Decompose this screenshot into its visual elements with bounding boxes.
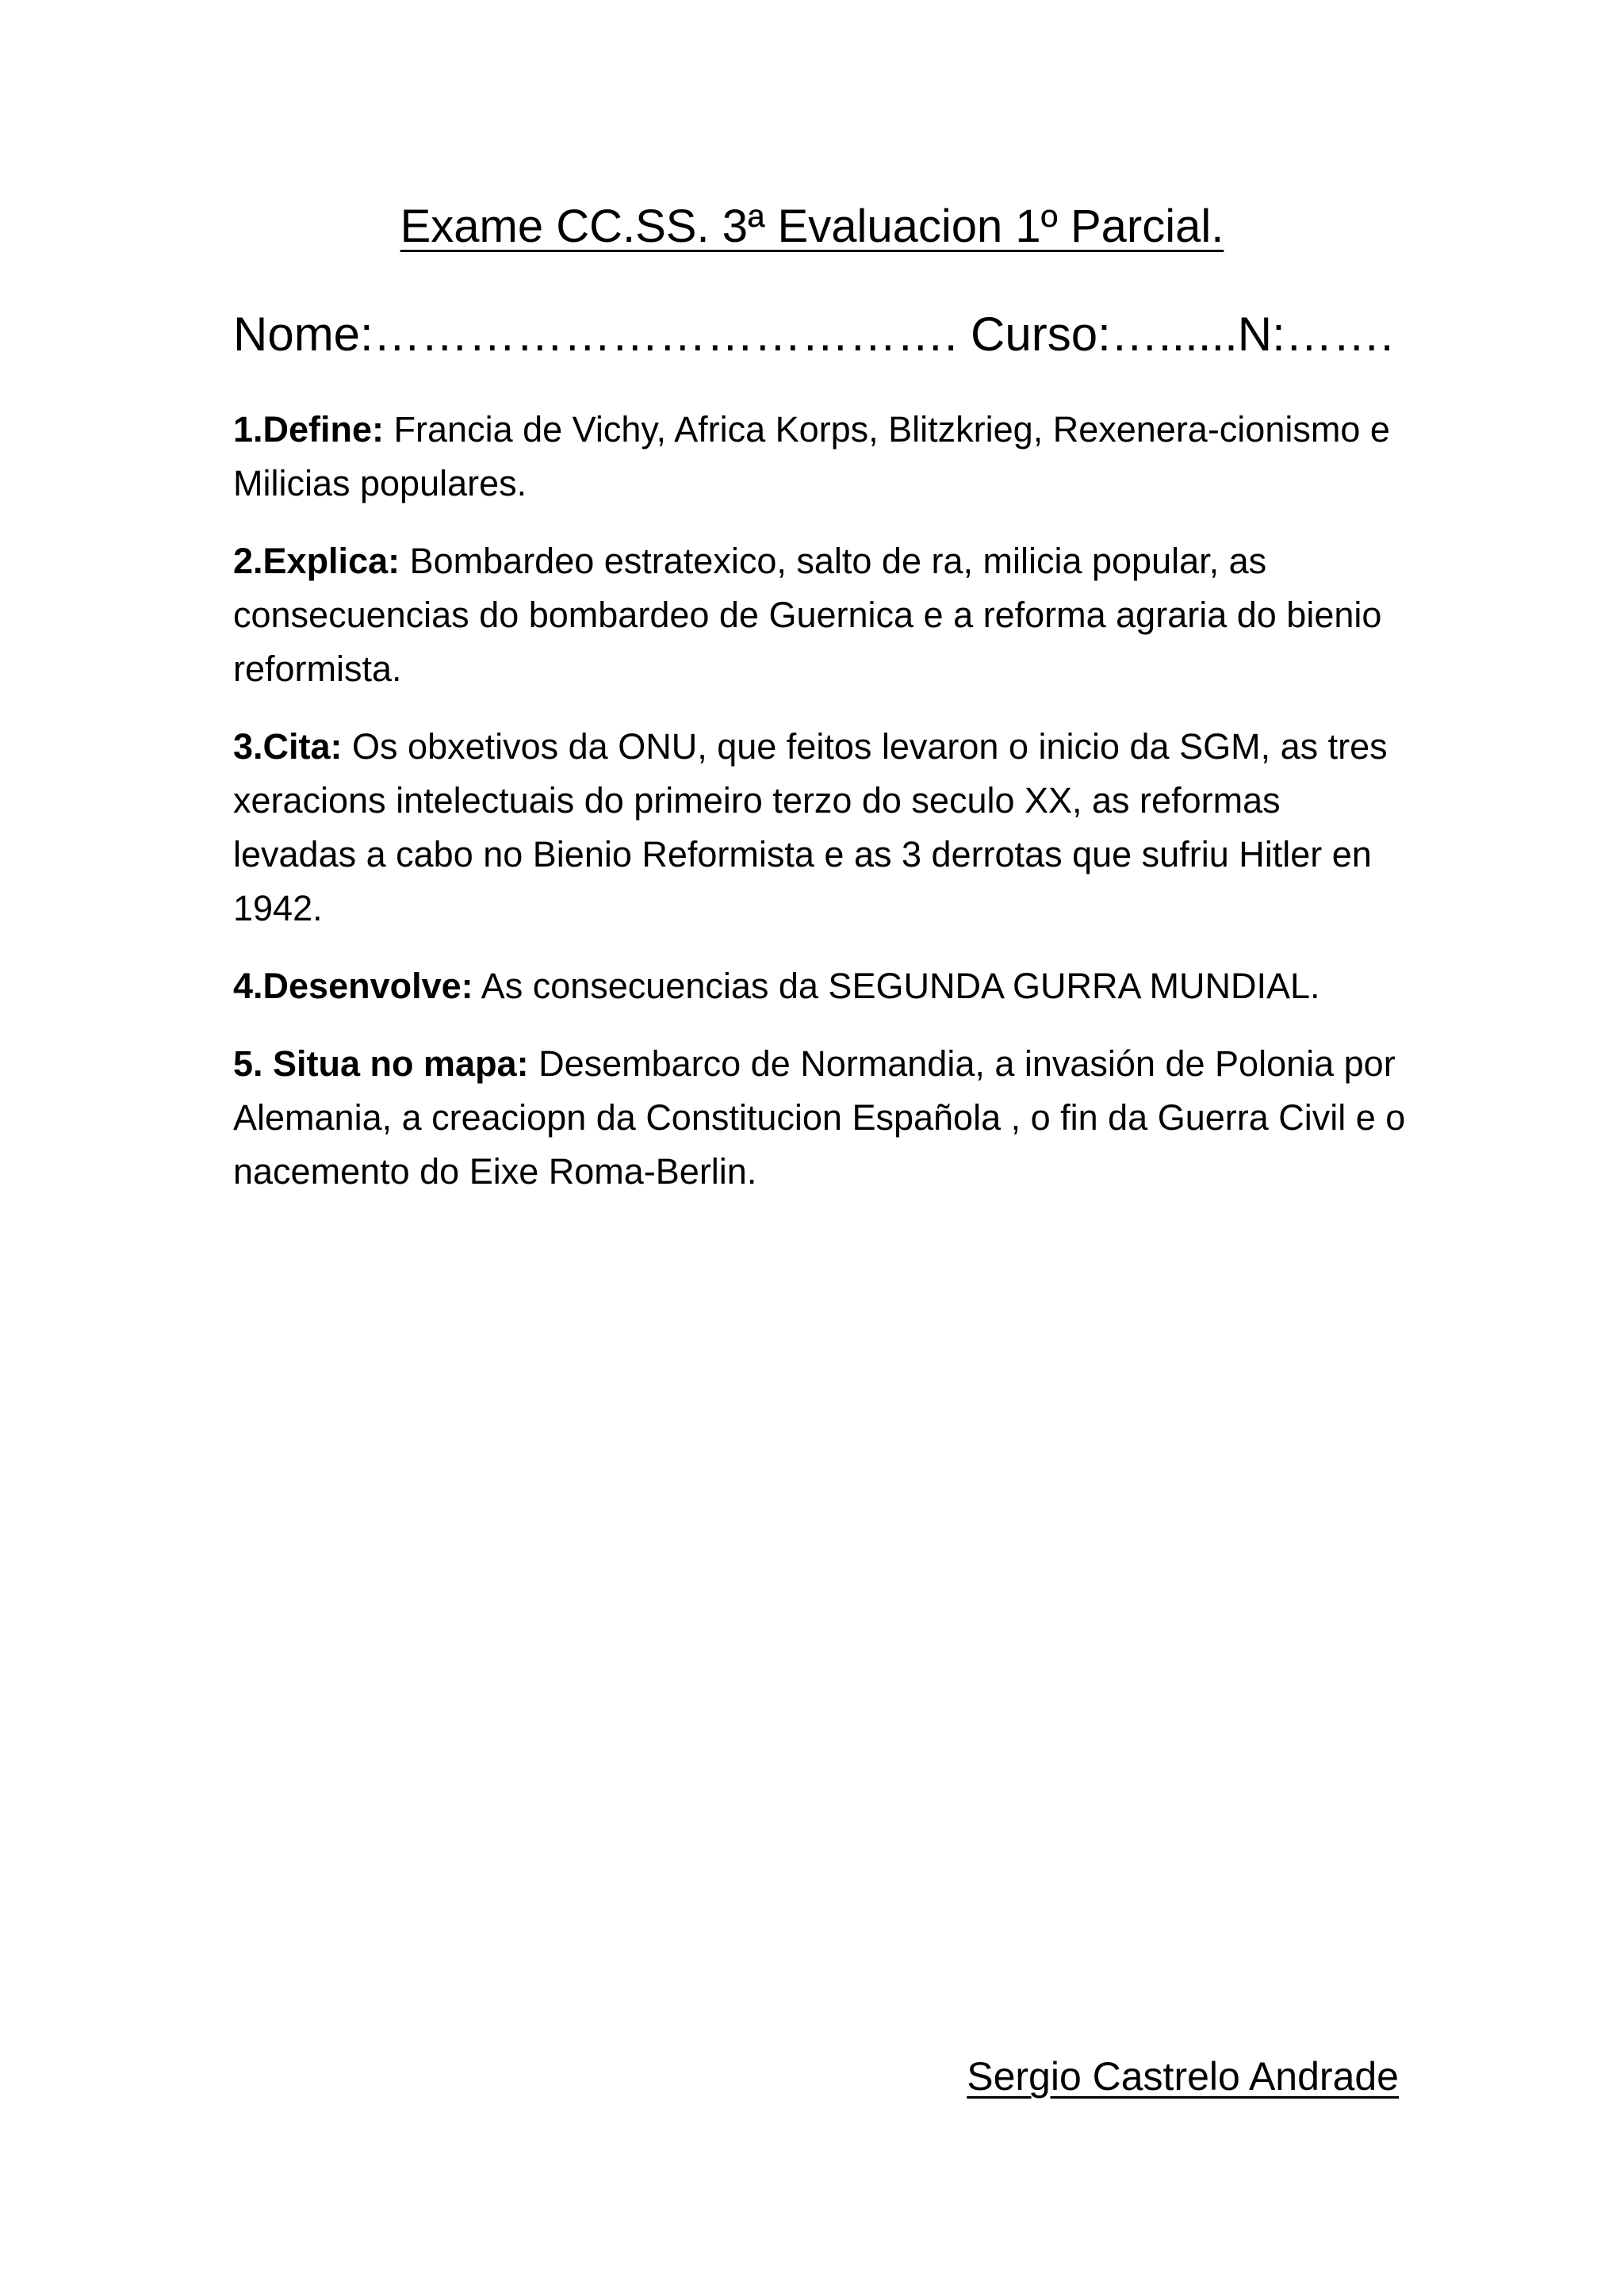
student-info-line: Nome:………………………………. Curso:…......N:……. bbox=[233, 308, 1394, 361]
author-signature: Sergio Castrelo Andrade bbox=[967, 2054, 1399, 2099]
question-5-text: Desembarco de Normandia, a invasión de Polonia por Alemania, a creaciopn da Constitucion Española , o fin da Guerra Civil e o nacemento do Eixe Roma-Berlin. bbox=[233, 1043, 1406, 1192]
question-2-label: 2.Explica: bbox=[233, 541, 400, 581]
question-3-label: 3.Cita: bbox=[233, 726, 343, 767]
question-2 bbox=[233, 534, 1407, 696]
question-5-label: 5. Situa no mapa: bbox=[233, 1043, 529, 1084]
question-4 bbox=[233, 959, 1407, 1013]
question-5 bbox=[233, 1037, 1407, 1199]
question-1-text: Francia de Vichy, Africa Korps, Blitzkrieg, Rexenera-cionismo e Milicias populares. bbox=[233, 409, 1390, 503]
question-1-label: 1.Define: bbox=[233, 409, 385, 450]
exam-title bbox=[0, 195, 1624, 258]
question-3 bbox=[233, 720, 1407, 936]
exam-title-text: Exame CC.SS. 3ª Evaluacion 1º Parcial. bbox=[400, 201, 1224, 252]
question-list bbox=[233, 403, 1407, 1223]
question-4-text: As consecuencias da SEGUNDA GURRA MUNDIAL. bbox=[473, 966, 1320, 1006]
question-2-text: Bombardeo estratexico, salto de ra, milicia popular, as consecuencias do bombardeo de Guernica e a reforma agraria do bienio reformista. bbox=[233, 541, 1382, 689]
question-4-label: 4.Desenvolve: bbox=[233, 966, 473, 1006]
question-1 bbox=[233, 403, 1407, 511]
question-3-text: Os obxetivos da ONU, que feitos levaron o inicio da SGM, as tres xeracions intelectuais do primeiro terzo do seculo XX, as reformas levadas a cabo no Bienio Reformista e as 3 derrotas que sufriu Hitler en 1942. bbox=[233, 726, 1388, 928]
